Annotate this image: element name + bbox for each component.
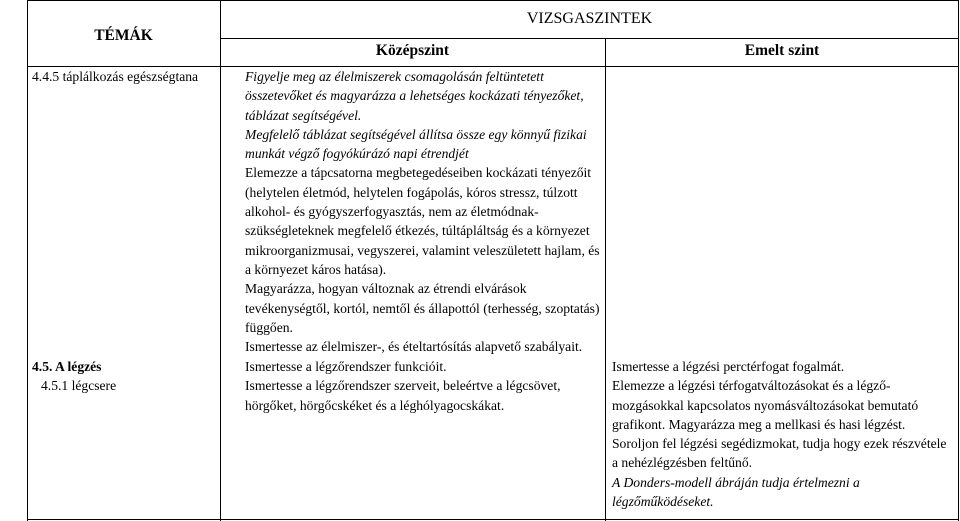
- kozepszint-block-legzes: [245, 357, 600, 415]
- kozepszint-item-etrend: Megfelelő táblázat segítségével állítsa össze egy könnyű fizikai munkát végző fogyókúrázó napi étrendjét: [245, 126, 587, 162]
- kozepszint-item-funkciok: Ismertesse a légzőrendszer funkcióit.: [245, 359, 447, 374]
- topic-taplalkozas: 4.4.5 táplálkozás egészségtana: [32, 69, 199, 84]
- emelt-item-grafikon: Elemezze a légzési térfogatváltozásokat és a légző-mozgásokkal kapcsolatos nyomásváltozásokat bemutató grafikont. Magyarázza meg a mellkasi és hasi légzést.: [612, 378, 919, 432]
- header-emelt-szint: Emelt szint: [744, 42, 820, 59]
- emelt-item-segedizmok: Soroljon fel légzési segédizmokat, tudja hogy ezek részvétele a nehézlégzésben feltűnő.: [612, 436, 947, 471]
- emelt-block-legzes: [612, 357, 952, 511]
- header-divider-levels: [220, 38, 959, 39]
- table-divider-col2: [605, 38, 606, 521]
- kozepszint-item-szervek: Ismertesse a légzőrendszer szerveit, beleértve a légcsövet, hörgőket, hörgőcskéket és a léghólyagocskákat.: [245, 378, 561, 413]
- topic-legcsere: 4.5.1 légcsere: [41, 378, 117, 393]
- emelt-item-perctérfogat: Ismertesse a légzési perctérfogat fogalmát.: [612, 359, 845, 374]
- kozepszint-item-tartositas: Ismertesse az élelmiszer-, és ételtartósítás alapvető szabályait.: [245, 339, 583, 355]
- kozepszint-item-csomagolas: Figyelje meg az élelmiszerek csomagolásán feltüntetett összetevőket és magyarázza a lehetséges kockázati tényezőket, táblázat segítségével.: [245, 69, 584, 123]
- table-border-left: [27, 0, 28, 521]
- table-border-right: [958, 0, 959, 521]
- table-divider-col1: [220, 0, 221, 521]
- kozepszint-item-etrendi-elvarasok: Magyarázza, hogyan változnak az étrendi elvárások tevékenységtől, kortól, nemtől és állapottól (terhesség, szoptatás) függően.: [245, 281, 600, 335]
- kozepszint-item-kockazati: Elemezze a tápcsatorna megbetegedéseiben kockázati tényezőit (helytelen életmód, helytelen fogápolás, kóros stressz, túlzott alkohol- és gyógyszerfogyasztás, nem az életmódnak-szükségleteknek megfelelő étkezés, túltápláltság és a környezet mikroorganizmusai, vegyszerei, valamint veleszületett hajlam, és a környezet káros hatása).: [245, 165, 600, 277]
- topic-legzes: 4.5. A légzés: [32, 359, 102, 374]
- header-temak: TÉMÁK: [94, 27, 153, 44]
- emelt-item-donders: A Donders-modell ábráján tudja értelmezni a légzőműködéseket.: [612, 474, 860, 510]
- table-border-bottom: [27, 519, 959, 520]
- header-kozepszint: Középszint: [375, 42, 450, 59]
- table-border-top: [27, 0, 959, 1]
- header-vizsgaszintek: VIZSGASZINTEK: [526, 10, 653, 27]
- kozepszint-block-taplalkozas: [245, 67, 600, 356]
